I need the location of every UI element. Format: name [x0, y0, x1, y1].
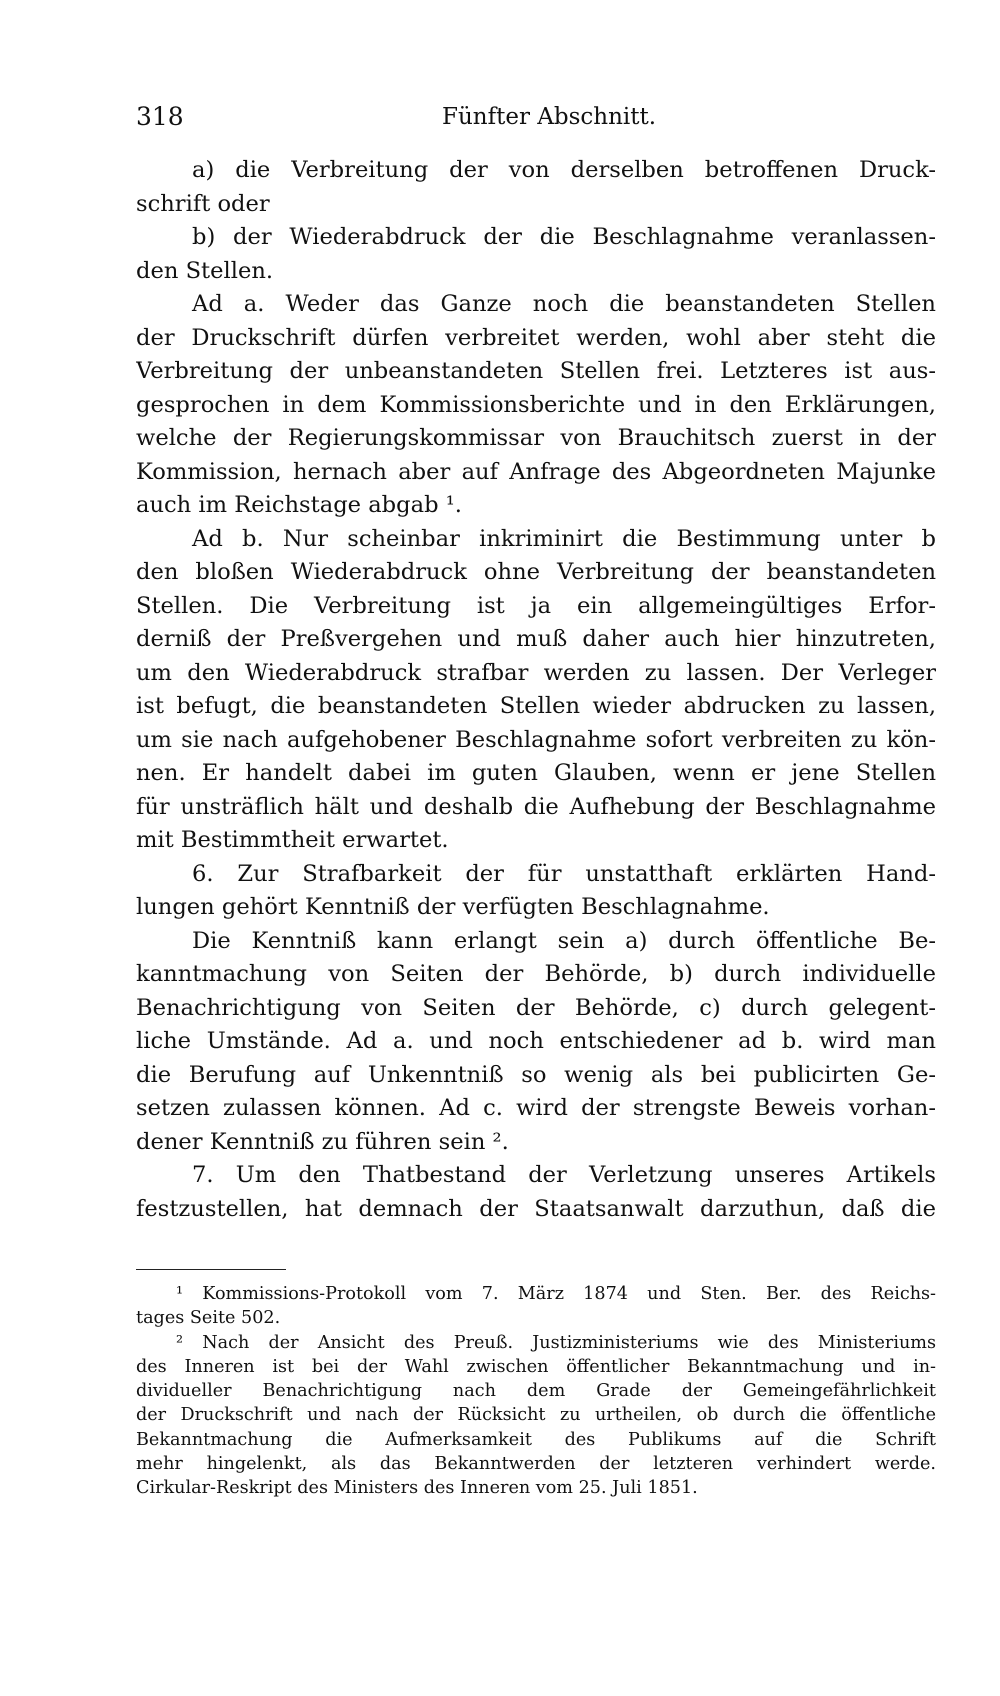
text-line: die Berufung auf Unkenntniß so wenig als bei publicirten Ge-	[136, 1061, 936, 1088]
text-line: auch im Reichstage abgab ¹.	[136, 492, 462, 518]
text-line: gesprochen in dem Kommissionsberichte und in den Erklärungen,	[136, 391, 936, 418]
text-line: um sie nach aufgehobener Beschlagnahme sofort verbreiten zu kön-	[136, 726, 936, 753]
text-line: schrift oder	[136, 190, 270, 217]
text-line: den bloßen Wiederabdruck ohne Verbreitung der beanstandeten	[136, 559, 936, 585]
text-line: der Druckschrift dürfen verbreitet werden, wohl aber steht die	[136, 324, 936, 351]
text-line: lungen gehört Kenntniß der verfügten Beschlagnahme.	[136, 894, 770, 920]
text-line: welche der Regierungskommissar von Brauchitsch zuerst in der	[136, 425, 936, 451]
text-line: liche Umstände. Ad a. und noch entschiedener ad b. wird man	[136, 1028, 936, 1054]
text-line: a) die Verbreitung der von derselben betroffenen Druck-	[192, 157, 936, 183]
footnotes	[136, 1282, 936, 1501]
page-header	[136, 102, 936, 136]
footnote-line: Cirkular-Reskript des Ministers des Inneren vom 25. Juli 1851.	[136, 1478, 698, 1499]
text-line: mit Bestimmtheit erwartet.	[136, 827, 449, 853]
footnote-line: der Druckschrift und nach der Rücksicht zu urtheilen, ob durch die öffentliche	[136, 1405, 936, 1426]
body-text	[136, 154, 936, 1226]
page-number: 318	[136, 102, 184, 131]
footnote-line: ² Nach der Ansicht des Preuß. Justizministeriums wie des Ministeriums	[176, 1332, 936, 1353]
text-line: 6. Zur Strafbarkeit der für unstatthaft erklärten Hand-	[192, 860, 936, 887]
text-line: Ad b. Nur scheinbar inkriminirt die Bestimmung unter b	[192, 525, 936, 552]
text-line: Benachrichtigung von Seiten der Behörde, c) durch gelegent-	[136, 994, 936, 1021]
text-line: nen. Er handelt dabei im guten Glauben, wenn er jene Stellen	[136, 760, 936, 786]
footnote-line: ¹ Kommissions-Protokoll vom 7. März 1874 und Sten. Ber. des Reichs-	[176, 1284, 936, 1304]
footnote-rule	[136, 1269, 286, 1270]
text-line: derniß der Preßvergehen und muß daher auch hier hinzutreten,	[136, 626, 936, 652]
text-line: kanntmachung von Seiten der Behörde, b) durch individuelle	[136, 961, 936, 987]
text-line: Ad a. Weder das Ganze noch die beanstandeten Stellen	[192, 291, 936, 317]
footnote-line: mehr hingelenkt, als das Bekanntwerden der letzteren verhindert werde.	[136, 1454, 936, 1475]
text-line: setzen zulassen können. Ad c. wird der strengste Beweis vorhan-	[136, 1095, 936, 1121]
footnote-line: des Inneren ist bei der Wahl zwischen öffentlicher Bekanntmachung und in-	[136, 1356, 936, 1377]
text-line: ist befugt, die beanstandeten Stellen wieder abdrucken zu lassen,	[136, 693, 936, 719]
footnote-line: Bekanntmachung die Aufmerksamkeit des Publikums auf die Schrift	[136, 1429, 936, 1450]
text-line: für unsträflich hält und deshalb die Aufhebung der Beschlagnahme	[136, 793, 936, 820]
text-line: festzustellen, hat demnach der Staatsanwalt darzuthun, daß die	[136, 1195, 936, 1222]
text-line: 7. Um den Thatbestand der Verletzung unseres Artikels	[192, 1162, 936, 1188]
text-line: dener Kenntniß zu führen sein ².	[136, 1128, 509, 1155]
text-line: b) der Wiederabdruck der die Beschlagnahme veranlassen-	[192, 224, 936, 250]
text-line: um den Wiederabdruck strafbar werden zu lassen. Der Verleger	[136, 659, 936, 686]
running-head: Fünfter Abschnitt.	[442, 104, 657, 130]
text-line: Die Kenntniß kann erlangt sein a) durch öffentliche Be-	[192, 927, 936, 954]
text-line: Stellen. Die Verbreitung ist ja ein allgemeingültiges Erfor-	[136, 592, 936, 619]
text-line: Kommission, hernach aber auf Anfrage des Abgeordneten Majunke	[136, 458, 936, 485]
text-line: Verbreitung der unbeanstandeten Stellen frei. Letzteres ist aus-	[136, 358, 936, 384]
text-line: den Stellen.	[136, 257, 274, 284]
footnote-line: tages Seite 502.	[136, 1308, 281, 1329]
footnote-line: dividueller Benachrichtigung nach dem Grade der Gemeingefährlichkeit	[136, 1381, 936, 1402]
